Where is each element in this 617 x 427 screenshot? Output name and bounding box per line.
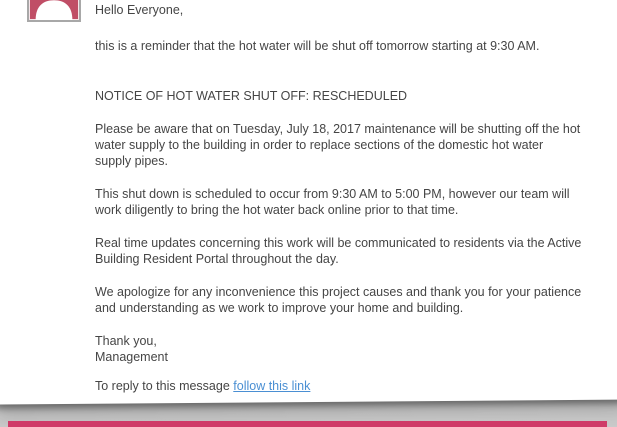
- email-paragraph: [95, 186, 595, 218]
- email-paragraph: [95, 284, 595, 316]
- email-paragraph-line: Management: [95, 350, 168, 364]
- email-paragraph-line: work diligently to bring the hot water back online prior to that time.: [95, 203, 459, 217]
- email-paragraph: [95, 235, 595, 267]
- email-paragraph-line: Thank you,: [95, 334, 157, 348]
- email-paragraph-line: This shut down is scheduled to occur from 9:30 AM to 5:00 PM, however our team will: [95, 187, 570, 201]
- email-paragraph: [95, 38, 595, 54]
- email-paragraph-line: this is a reminder that the hot water will be shut off tomorrow starting at 9:30 AM.: [95, 39, 540, 53]
- email-paragraph-line: water supply to the building in order to replace sections of the domestic hot water: [95, 138, 544, 152]
- reply-instruction: [95, 378, 595, 394]
- email-paragraph: [95, 333, 595, 365]
- email-paragraph-line: and understanding as we work to improve your home and building.: [95, 301, 464, 315]
- email-paragraph-line: Real time updates concerning this work will be communicated to residents via the Active: [95, 236, 582, 250]
- email-paragraph-line: NOTICE OF HOT WATER SHUT OFF: RESCHEDULED: [95, 89, 408, 103]
- email-paragraph-line: Please be aware that on Tuesday, July 18, 2017 maintenance will be shutting off the hot: [95, 122, 581, 136]
- reply-prefix-text: To reply to this message: [95, 379, 234, 393]
- email-paragraph: [95, 2, 595, 18]
- sender-avatar: [27, 0, 81, 22]
- email-paragraph: [95, 121, 595, 169]
- email-paragraph-line: supply pipes.: [95, 154, 168, 168]
- email-paragraphs: [95, 2, 595, 365]
- email-paragraph-line: Hello Everyone,: [95, 3, 184, 17]
- email-paragraph-line: Building Resident Portal throughout the day.: [95, 252, 339, 266]
- email-paragraph: [95, 88, 595, 104]
- follow-this-link[interactable]: follow this link: [233, 379, 311, 393]
- person-icon: [29, 0, 79, 20]
- email-body: [95, 2, 595, 394]
- email-paragraph-line: We apologize for any inconvenience this project causes and thank you for your patience: [95, 285, 582, 299]
- bottom-accent-bar: [8, 421, 607, 427]
